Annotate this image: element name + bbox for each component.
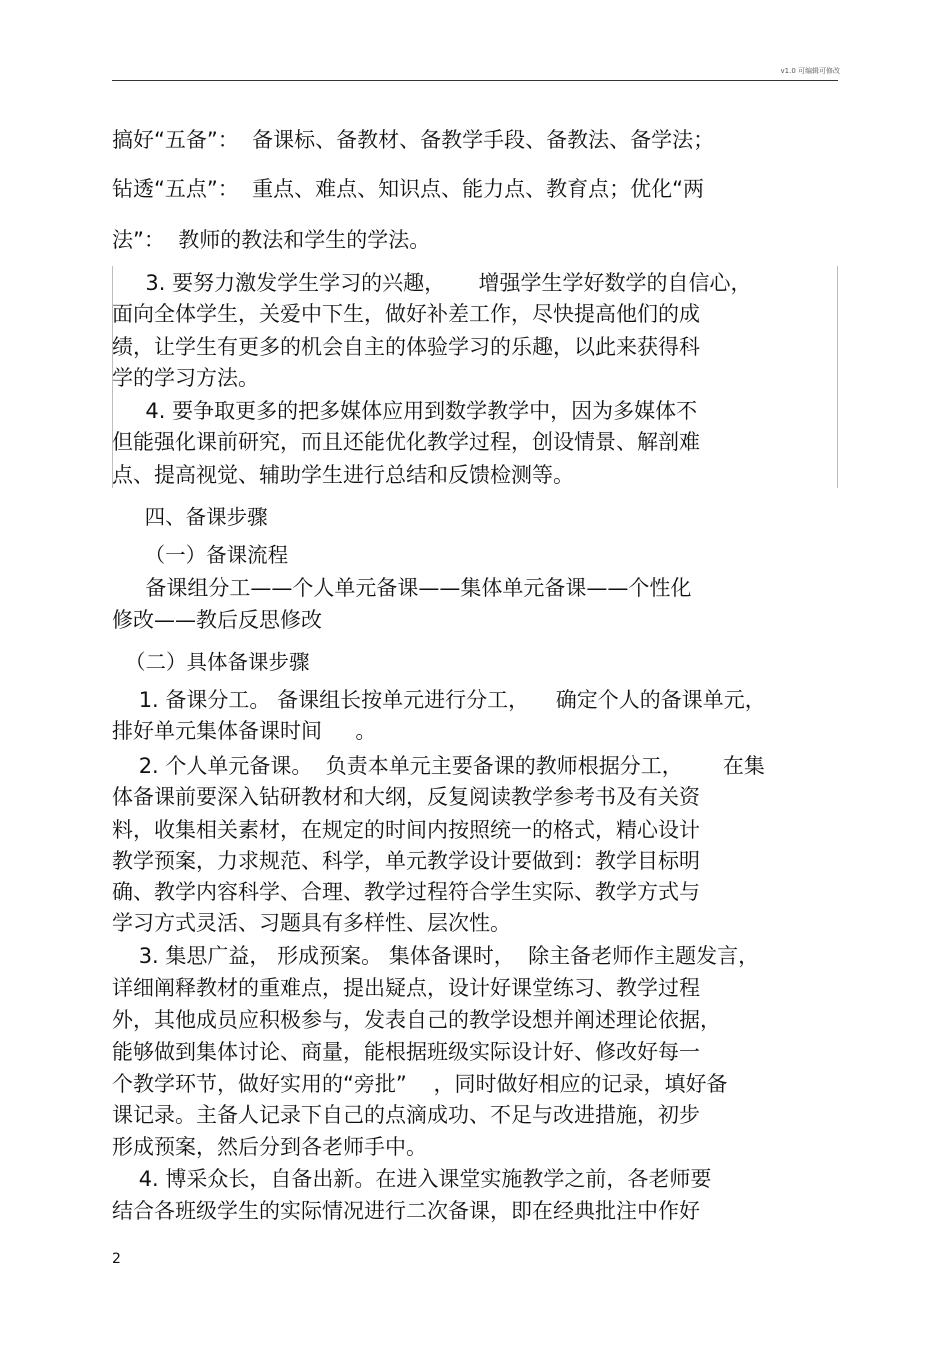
section-heading: 四、备课步骤 [112,505,268,529]
paragraph-line: 备课组分工——个人单元备课——集体单元备课——个性化 [112,576,692,600]
header-version-note: v1.0 可编辑可修改 [780,67,840,75]
paragraph-line: 学习方式灵活、习题具有多样性、层次性。 [112,911,511,935]
paragraph-line: 料，收集相关素材，在规定的时间内按照统一的格式，精心设计 [112,818,700,842]
paragraph-line: 能够做到集体讨论、商量，能根据班级实际设计好、修改好每一 [112,1040,700,1064]
paragraph-line: 法”： 教师的教法和学生的学法。 [112,228,431,252]
paragraph-line: 3. 集思广益， 形成预案。 集体备课时， 除主备老师作主题发言， [112,944,760,968]
paragraph-line: 确、教学内容科学、合理、教学过程符合学生实际、教学方式与 [112,880,700,904]
paragraph-line: 排好单元集体备课时间 。 [112,719,377,743]
paragraph-line: 1. 备课分工。 备课组长按单元进行分工， 确定个人的备课单元， [112,688,766,712]
paragraph-line: 修改——教后反思修改 [112,608,322,632]
paragraph-line: 体备课前要深入钻研教材和大纲，反复阅读教学参考书及有关资 [112,785,700,809]
paragraph-line: 个教学环节，做好实用的“旁批” ，同时做好相应的记录，填好备 [112,1072,728,1096]
paragraph-line: 2. 个人单元备课。 负责本单元主要备课的教师根据分工， 在集 [112,754,765,778]
paragraph-line: 但能强化课前研究，而且还能优化教学过程，创设情景、解剖难 [112,430,700,454]
paragraph-line: 详细阐释教材的重难点，提出疑点，设计好课堂练习、教学过程 [112,976,700,1000]
paragraph-line: 学的学习方法。 [112,366,259,390]
paragraph-line: 形成预案，然后分到各老师手中。 [112,1135,427,1159]
subsection-heading: （一）备课流程 [112,543,289,567]
paragraph-line: 钻透“五点”： 重点、难点、知识点、能力点、教育点；优化“两 [112,177,704,201]
paragraph-line: 绩，让学生有更多的机会自主的体验学习的乐趣，以此来获得科 [112,335,700,359]
paragraph-line: 4. 博采众长，自备出新。在进入课堂实施教学之前，各老师要 [112,1167,712,1191]
paragraph-line: 面向全体学生，关爱中下生，做好补差工作，尽快提高他们的成 [112,302,700,326]
paragraph-line: 3. 要努力激发学生学习的兴趣， 增强学生学好数学的自信心， [112,271,752,295]
paragraph-line: 搞好“五备”： 备课标、备教材、备教学手段、备教法、备学法； [112,128,715,152]
subsection-heading: （二）具体备课步骤 [112,650,310,674]
paragraph-line: 外，其他成员应积极参与，发表自己的教学设想并阐述理论依据， [112,1008,721,1032]
page-number: 2 [112,1251,121,1267]
box-border-right [837,266,838,488]
header-rule [112,80,838,81]
paragraph-line: 教学预案，力求规范、科学，单元教学设计要做到：教学目标明 [112,849,700,873]
paragraph-line: 结合各班级学生的实际情况进行二次备课，即在经典批注中作好 [112,1199,700,1223]
paragraph-line: 课记录。主备人记录下自己的点滴成功、不足与改进措施，初步 [112,1103,700,1127]
paragraph-line: 点、提高视觉、辅助学生进行总结和反馈检测等。 [112,463,574,487]
paragraph-line: 4. 要争取更多的把多媒体应用到数学教学中，因为多媒体不 [112,399,698,423]
